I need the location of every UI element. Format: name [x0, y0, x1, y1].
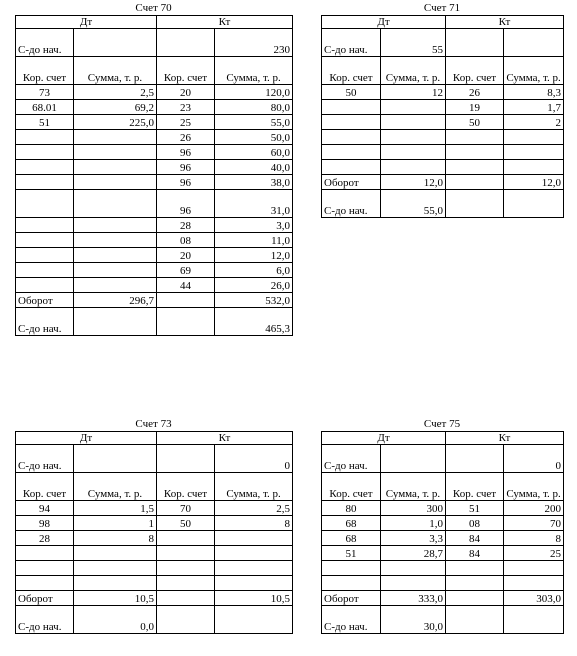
debit-amount: 3,3: [381, 531, 446, 546]
credit-corr-account: 50: [157, 516, 215, 531]
table-row: [16, 248, 293, 263]
credit-corr-account: 84: [446, 531, 504, 546]
credit-amount: 40,0: [215, 160, 293, 175]
debit-corr-account: [16, 263, 74, 278]
table-row: [16, 278, 293, 293]
credit-corr-account: 70: [157, 501, 215, 516]
credit-amount: 50,0: [215, 130, 293, 145]
table-row: [322, 546, 564, 561]
credit-corr-account: [157, 531, 215, 546]
opening-balance-label: С-до нач.: [322, 445, 381, 473]
account-title: Счет 71: [423, 2, 461, 14]
table-row: [322, 115, 564, 130]
credit-amount: [504, 160, 564, 175]
table-row: [16, 546, 293, 561]
closing-balance-label: С-до нач.: [16, 308, 74, 336]
closing-balance-credit: [504, 606, 564, 634]
debit-corr-account: [16, 233, 74, 248]
empty-cell: [446, 175, 504, 190]
credit-corr-account: 50: [446, 115, 504, 130]
account-title: Счет 75: [423, 418, 461, 430]
debit-amount: 12: [381, 85, 446, 100]
debit-corr-account: [322, 160, 381, 175]
credit-header: Кт: [157, 432, 293, 445]
turnover-credit: 303,0: [504, 591, 564, 606]
debit-amount: [74, 278, 157, 293]
debit-amount-header: Сумма, т. р.: [381, 57, 446, 85]
debit-amount: [381, 561, 446, 576]
closing-balance-debit: 30,0: [381, 606, 446, 634]
debit-amount: [381, 160, 446, 175]
debit-corr-account: 51: [322, 546, 381, 561]
account-70: [15, 2, 292, 336]
account-75: [321, 418, 563, 634]
table-row: [16, 130, 293, 145]
debit-corr-account-header: Кор. счет: [322, 57, 381, 85]
dt-kt-header-row: [16, 16, 293, 29]
debit-corr-account: [16, 561, 74, 576]
empty-cell: [157, 29, 215, 57]
turnover-label: Оборот: [16, 591, 74, 606]
account-title: Счет 70: [135, 2, 172, 14]
debit-corr-account: [16, 546, 74, 561]
empty-cell: [157, 445, 215, 473]
credit-amount: 120,0: [215, 85, 293, 100]
debit-amount: [74, 248, 157, 263]
debit-amount: [74, 218, 157, 233]
turnover-debit: 10,5: [74, 591, 157, 606]
closing-balance-credit: 465,3: [215, 308, 293, 336]
debit-corr-account: 28: [16, 531, 74, 546]
credit-corr-account: 26: [157, 130, 215, 145]
turnover-debit: 12,0: [381, 175, 446, 190]
credit-corr-account: [157, 561, 215, 576]
credit-amount: [504, 561, 564, 576]
credit-corr-account: [157, 576, 215, 591]
debit-corr-account: [322, 115, 381, 130]
credit-corr-account: [446, 561, 504, 576]
credit-corr-account: 69: [157, 263, 215, 278]
closing-balance-credit: [215, 606, 293, 634]
table-row: [16, 218, 293, 233]
debit-amount: 2,5: [74, 85, 157, 100]
credit-corr-account: [446, 130, 504, 145]
credit-amount: 1,7: [504, 100, 564, 115]
credit-corr-account: 26: [446, 85, 504, 100]
debit-amount: [381, 115, 446, 130]
credit-corr-account: 96: [157, 190, 215, 218]
table-row: [16, 100, 293, 115]
credit-corr-account: 25: [157, 115, 215, 130]
debit-amount-header: Сумма, т. р.: [74, 57, 157, 85]
table-row: [322, 501, 564, 516]
debit-corr-account: [16, 175, 74, 190]
closing-balance-debit: 55,0: [381, 190, 446, 218]
credit-amount: 2,5: [215, 501, 293, 516]
credit-corr-account-header: Кор. счет: [157, 473, 215, 501]
debit-amount: 28,7: [381, 546, 446, 561]
credit-corr-account: 08: [446, 516, 504, 531]
credit-amount: 38,0: [215, 175, 293, 190]
credit-amount: 55,0: [215, 115, 293, 130]
empty-cell: [446, 606, 504, 634]
credit-corr-account: [446, 145, 504, 160]
table-row: [16, 190, 293, 218]
turnover-row: [16, 293, 293, 308]
account-title: Счет 73: [135, 418, 172, 430]
debit-corr-account: [322, 561, 381, 576]
debit-corr-account: [16, 278, 74, 293]
credit-corr-account: 08: [157, 233, 215, 248]
debit-corr-account: [16, 218, 74, 233]
table-row: [322, 145, 564, 160]
turnover-credit: 532,0: [215, 293, 293, 308]
opening-balance-row: [16, 445, 293, 473]
account-73: [15, 418, 292, 634]
debit-header: Дт: [322, 16, 446, 29]
credit-amount: 6,0: [215, 263, 293, 278]
opening-balance-label: С-до нач.: [16, 29, 74, 57]
empty-cell: [157, 308, 215, 336]
opening-balance-credit: [504, 29, 564, 57]
credit-corr-account: [446, 160, 504, 175]
credit-corr-account: 23: [157, 100, 215, 115]
table-row: [16, 576, 293, 591]
debit-corr-account: 51: [16, 115, 74, 130]
empty-cell: [446, 190, 504, 218]
debit-corr-account: 68: [322, 531, 381, 546]
debit-corr-account: [16, 130, 74, 145]
credit-corr-account: 19: [446, 100, 504, 115]
debit-corr-account: [16, 248, 74, 263]
credit-amount-header: Сумма, т. р.: [215, 473, 293, 501]
dt-kt-header-row: [322, 16, 564, 29]
debit-amount: [74, 263, 157, 278]
debit-corr-account: 80: [322, 501, 381, 516]
table-row: [322, 516, 564, 531]
debit-amount: 300: [381, 501, 446, 516]
credit-corr-account: 20: [157, 85, 215, 100]
turnover-debit: 296,7: [74, 293, 157, 308]
credit-amount-header: Сумма, т. р.: [504, 473, 564, 501]
credit-amount: 3,0: [215, 218, 293, 233]
opening-balance-debit: [381, 445, 446, 473]
debit-amount: [381, 100, 446, 115]
credit-corr-account: [446, 576, 504, 591]
debit-corr-account: [322, 130, 381, 145]
debit-corr-account: [16, 160, 74, 175]
debit-amount: 1,5: [74, 501, 157, 516]
credit-corr-account: 84: [446, 546, 504, 561]
table-row: [16, 175, 293, 190]
closing-balance-row: [322, 190, 564, 218]
credit-corr-account: [157, 546, 215, 561]
debit-corr-account: [16, 145, 74, 160]
opening-balance-row: [322, 445, 564, 473]
closing-balance-row: [16, 308, 293, 336]
debit-amount: [74, 233, 157, 248]
credit-amount: 25: [504, 546, 564, 561]
credit-corr-account: 96: [157, 145, 215, 160]
closing-balance-debit: 0,0: [74, 606, 157, 634]
empty-cell: [446, 591, 504, 606]
credit-corr-account: 44: [157, 278, 215, 293]
credit-corr-account: 96: [157, 160, 215, 175]
credit-amount: 200: [504, 501, 564, 516]
empty-cell: [157, 293, 215, 308]
table-row: [16, 263, 293, 278]
credit-corr-account: 20: [157, 248, 215, 263]
turnover-credit: 10,5: [215, 591, 293, 606]
opening-balance-row: [16, 29, 293, 57]
table-row: [16, 531, 293, 546]
closing-balance-label: С-до нач.: [322, 190, 381, 218]
table-row: [322, 85, 564, 100]
debit-corr-account: 68.01: [16, 100, 74, 115]
debit-corr-account: 73: [16, 85, 74, 100]
credit-amount: [215, 531, 293, 546]
credit-header: Кт: [157, 16, 293, 29]
credit-corr-account: 28: [157, 218, 215, 233]
opening-balance-debit: [74, 29, 157, 57]
credit-amount: 60,0: [215, 145, 293, 160]
table-row: [16, 561, 293, 576]
table-row: [16, 145, 293, 160]
credit-amount: 8: [504, 531, 564, 546]
credit-header: Кт: [446, 432, 564, 445]
credit-header: Кт: [446, 16, 564, 29]
closing-balance-row: [16, 606, 293, 634]
column-header-row: [322, 473, 564, 501]
debit-amount: 8: [74, 531, 157, 546]
debit-corr-account: [322, 100, 381, 115]
opening-balance-credit: 230: [215, 29, 293, 57]
table-row: [16, 85, 293, 100]
debit-corr-account-header: Кор. счет: [16, 57, 74, 85]
debit-amount: 1,0: [381, 516, 446, 531]
opening-balance-credit: 0: [504, 445, 564, 473]
credit-amount: [504, 576, 564, 591]
turnover-credit: 12,0: [504, 175, 564, 190]
dt-kt-header-row: [16, 432, 293, 445]
debit-corr-account: [16, 190, 74, 218]
credit-corr-account-header: Кор. счет: [446, 57, 504, 85]
debit-corr-account: 50: [322, 85, 381, 100]
debit-corr-account: [322, 145, 381, 160]
empty-cell: [446, 445, 504, 473]
debit-amount: [381, 130, 446, 145]
debit-amount: 225,0: [74, 115, 157, 130]
credit-amount: 80,0: [215, 100, 293, 115]
credit-corr-account-header: Кор. счет: [446, 473, 504, 501]
credit-amount-header: Сумма, т. р.: [504, 57, 564, 85]
t-account-table: [321, 15, 564, 218]
dt-kt-header-row: [322, 432, 564, 445]
debit-amount-header: Сумма, т. р.: [381, 473, 446, 501]
credit-amount: 31,0: [215, 190, 293, 218]
table-row: [322, 531, 564, 546]
table-row: [16, 501, 293, 516]
turnover-debit: 333,0: [381, 591, 446, 606]
turnover-row: [16, 591, 293, 606]
closing-balance-label: С-до нач.: [322, 606, 381, 634]
debit-header: Дт: [16, 432, 157, 445]
account-71: [321, 2, 563, 218]
credit-corr-account: 51: [446, 501, 504, 516]
table-row: [16, 160, 293, 175]
opening-balance-debit: 55: [381, 29, 446, 57]
credit-amount: 26,0: [215, 278, 293, 293]
debit-amount: [74, 561, 157, 576]
credit-amount: [504, 130, 564, 145]
debit-amount: [74, 160, 157, 175]
opening-balance-debit: [74, 445, 157, 473]
table-row: [322, 576, 564, 591]
closing-balance-row: [322, 606, 564, 634]
debit-amount: 69,2: [74, 100, 157, 115]
turnover-row: [322, 591, 564, 606]
turnover-label: Оборот: [322, 175, 381, 190]
table-row: [322, 130, 564, 145]
debit-amount: [74, 130, 157, 145]
debit-amount: 1: [74, 516, 157, 531]
credit-amount: [215, 576, 293, 591]
credit-amount: 70: [504, 516, 564, 531]
column-header-row: [16, 57, 293, 85]
table-row: [16, 115, 293, 130]
debit-amount: [381, 576, 446, 591]
turnover-row: [322, 175, 564, 190]
turnover-label: Оборот: [16, 293, 74, 308]
debit-corr-account: 68: [322, 516, 381, 531]
table-row: [322, 100, 564, 115]
credit-amount: 11,0: [215, 233, 293, 248]
debit-corr-account: [322, 576, 381, 591]
opening-balance-row: [322, 29, 564, 57]
debit-corr-account: 98: [16, 516, 74, 531]
empty-cell: [157, 591, 215, 606]
debit-corr-account-header: Кор. счет: [16, 473, 74, 501]
opening-balance-label: С-до нач.: [322, 29, 381, 57]
debit-corr-account: 94: [16, 501, 74, 516]
closing-balance-credit: [504, 190, 564, 218]
credit-amount: [215, 561, 293, 576]
debit-amount: [381, 145, 446, 160]
column-header-row: [322, 57, 564, 85]
debit-amount: [74, 546, 157, 561]
table-row: [16, 233, 293, 248]
credit-amount: 2: [504, 115, 564, 130]
t-account-table: [321, 431, 564, 634]
credit-amount: 12,0: [215, 248, 293, 263]
table-row: [16, 516, 293, 531]
debit-amount: [74, 190, 157, 218]
table-row: [322, 561, 564, 576]
credit-amount: 8: [215, 516, 293, 531]
table-row: [322, 160, 564, 175]
closing-balance-debit: [74, 308, 157, 336]
credit-amount-header: Сумма, т. р.: [215, 57, 293, 85]
debit-amount: [74, 145, 157, 160]
empty-cell: [157, 606, 215, 634]
debit-amount-header: Сумма, т. р.: [74, 473, 157, 501]
opening-balance-credit: 0: [215, 445, 293, 473]
credit-amount: [504, 145, 564, 160]
debit-header: Дт: [16, 16, 157, 29]
debit-header: Дт: [322, 432, 446, 445]
column-header-row: [16, 473, 293, 501]
empty-cell: [446, 29, 504, 57]
credit-corr-account-header: Кор. счет: [157, 57, 215, 85]
t-account-table: [15, 15, 293, 336]
t-account-table: [15, 431, 293, 634]
opening-balance-label: С-до нач.: [16, 445, 74, 473]
debit-corr-account: [16, 576, 74, 591]
turnover-label: Оборот: [322, 591, 381, 606]
debit-amount: [74, 576, 157, 591]
credit-amount: [215, 546, 293, 561]
credit-corr-account: 96: [157, 175, 215, 190]
debit-amount: [74, 175, 157, 190]
debit-corr-account-header: Кор. счет: [322, 473, 381, 501]
closing-balance-label: С-до нач.: [16, 606, 74, 634]
credit-amount: 8,3: [504, 85, 564, 100]
